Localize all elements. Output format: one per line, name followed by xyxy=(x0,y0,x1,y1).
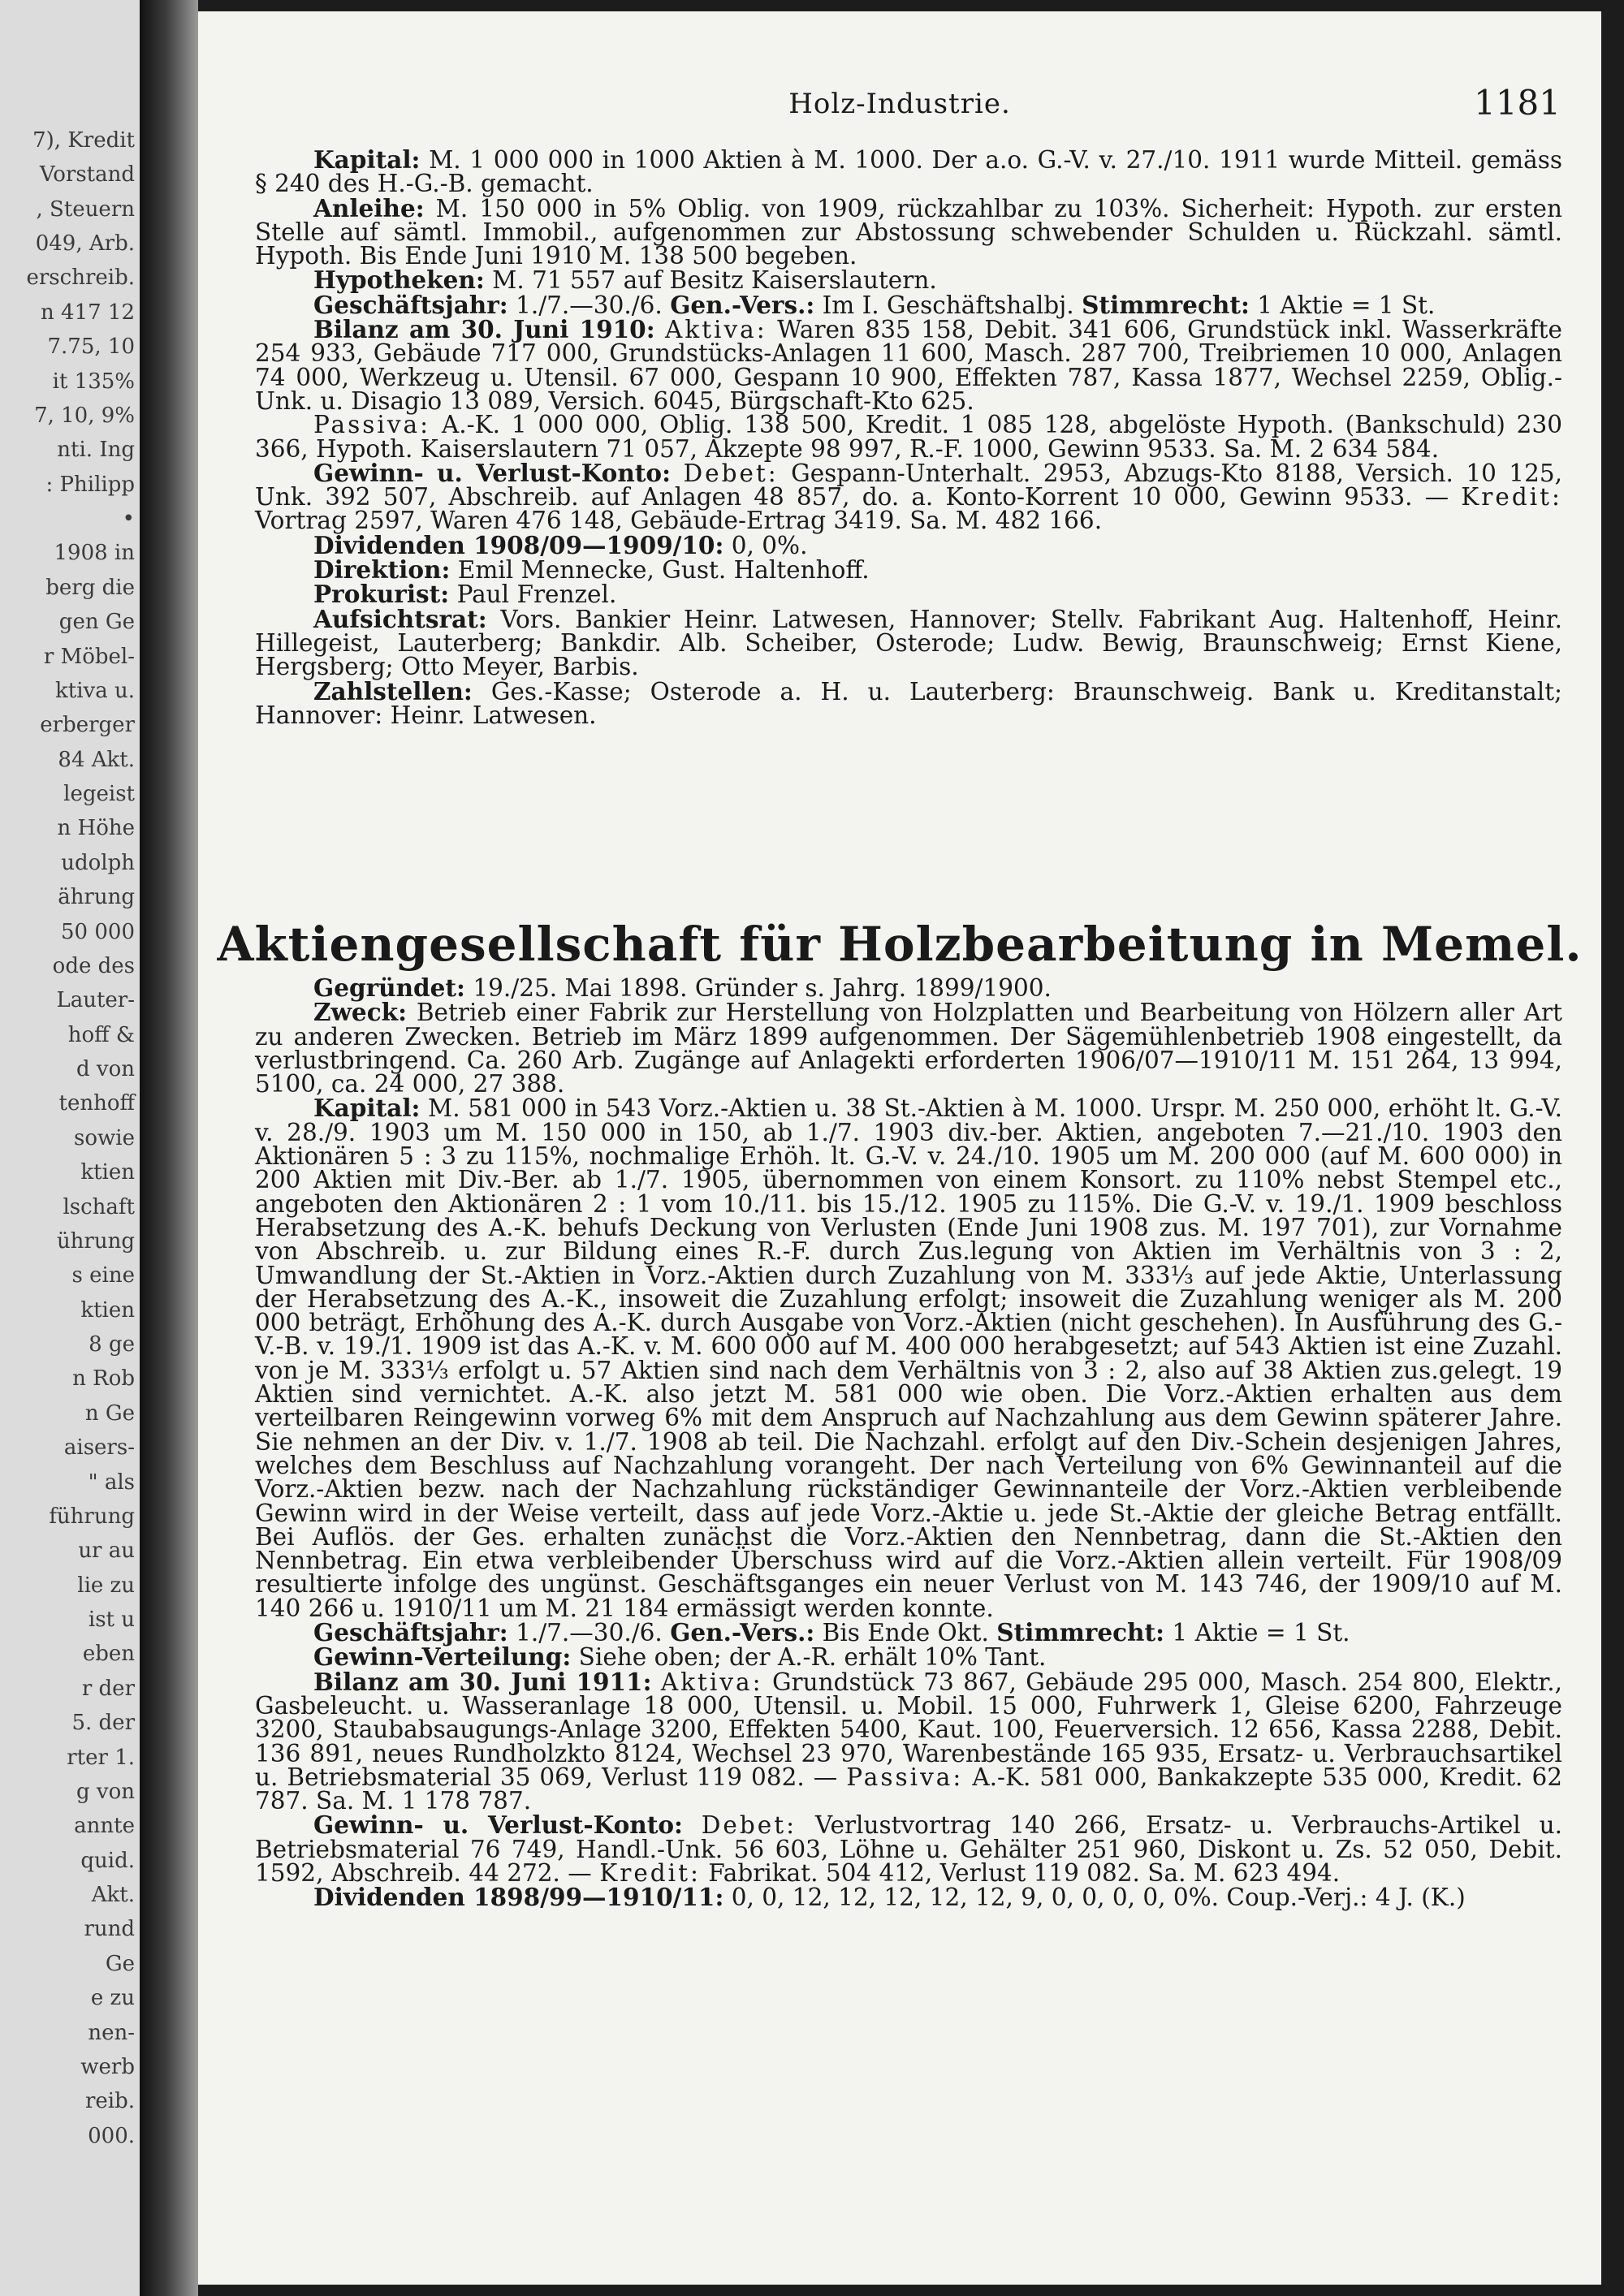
left-page-fragment: ktien xyxy=(80,1160,135,1185)
left-page-fragment: eben xyxy=(82,1642,135,1666)
passiva-text: A.-K. 581 000, Bankakzepte 535 000, Kredit. 62 787. Sa. M. 1 178 787. xyxy=(255,1763,1562,1815)
left-page-fragment: g von xyxy=(76,1780,135,1804)
zahlstellen-label: Zahlstellen: xyxy=(313,676,473,706)
gj-label: Geschäftsjahr: xyxy=(313,290,508,319)
left-page-fragment: ührung xyxy=(56,1229,135,1254)
left-page-fragment: n Ge xyxy=(84,1401,135,1426)
left-page-fragment: udolph xyxy=(61,851,135,875)
company-entry xyxy=(255,973,1562,1912)
left-page-fragment: ktien xyxy=(80,1298,135,1323)
gegruendet-text: 19./25. Mai 1898. Gründer s. Jahrg. 1899/1900. xyxy=(473,974,1052,1002)
prokurist-label: Prokurist: xyxy=(313,580,450,609)
left-page-fragment: ährung xyxy=(58,885,135,909)
left-page-fragment: tenhoff xyxy=(58,1091,135,1116)
zweck-label: Zweck: xyxy=(313,998,407,1027)
left-page-fragment: 7), Kredit xyxy=(32,128,135,153)
kredit-label: Kredit: xyxy=(1461,483,1562,511)
left-page-fragment: hoff & xyxy=(67,1023,135,1047)
bilanz-label: Bilanz am 30. Juni 1910: xyxy=(313,315,655,344)
left-page-fragment: gen Ge xyxy=(58,610,135,634)
hypotheken-paragraph xyxy=(255,265,1562,295)
debet-label: Debet: xyxy=(701,1811,797,1840)
gv-text: Bis Ende Okt. xyxy=(822,1619,989,1647)
left-page-fragment: 1908 in xyxy=(54,541,135,565)
left-page-fragment: aisers- xyxy=(63,1435,135,1460)
left-page-fragment: : Philipp xyxy=(45,473,135,497)
left-page-fragment: rter 1. xyxy=(67,1746,135,1770)
left-page-fragment: n 417 12 xyxy=(41,300,135,325)
debet-text: Verlustvortrag 140 266, Ersatz- u. Verbrauchs-Artikel u. Betriebsmaterial 76 749, Handl.-Unk. 56 603, Löhne u. Gehälter 251 960, Diskont u. Zs. 52 050, Debit. 1592, Abschreib. 44 272. — xyxy=(255,1811,1562,1887)
kapital-label: Kapital: xyxy=(313,145,421,174)
company-entry-continued xyxy=(255,145,1562,729)
aktiva-text: Waren 835 158, Debit. 341 606, Grundstück inkl. Wasserkräfte 254 933, Gebäude 717 000, Grundstücks-Anlagen 11 600, Masch. 287 700, Treibriemen 10 000, Anlagen 74 000, Werkzeug u. Utensil. 67 000, Gespann 10 900, Effekten 787, Kassa 1877, Wechsel 2259, Oblig.-Unk. u. Disagio 13 089, Versich. 6045, Bürgschaft-Kto 625. xyxy=(255,316,1562,415)
gj-label: Geschäftsjahr: xyxy=(313,1618,508,1647)
left-page-fragment: 8 ge xyxy=(89,1332,135,1357)
dividenden-paragraph xyxy=(255,1885,1562,1910)
direktion-text: Emil Mennecke, Gust. Haltenhoff. xyxy=(457,556,870,585)
guv-label: Gewinn- u. Verlust-Konto: xyxy=(313,458,672,487)
left-page-fragment: lschaft xyxy=(63,1195,135,1219)
kredit-label: Kredit: xyxy=(599,1858,701,1887)
left-page-fragment: Ge xyxy=(105,1952,135,1976)
bilanz-paragraph xyxy=(255,317,1562,413)
gj-text: 1./7.—30./6. xyxy=(516,291,663,319)
running-title: Holz-Industrie. xyxy=(788,88,1011,120)
left-page-fragment: Akt. xyxy=(91,1883,135,1907)
gv-text: Im I. Geschäftshalbj. xyxy=(822,291,1074,319)
prokurist-paragraph xyxy=(255,580,1562,609)
guv-label: Gewinn- u. Verlust-Konto: xyxy=(313,1810,683,1840)
bilanz-paragraph xyxy=(255,1667,1562,1815)
kapital-text: M. 581 000 in 543 Vorz.-Aktien u. 38 St.-Aktien à M. 1000. Urspr. M. 250 000, erhöht lt. G.-V. v. 28./9. 1903 um M. 150 000 in 150, ab 1./7. 1903 div.-ber. Aktien, angeboten 7.—21./10. 1903 den Aktionären 5 : 3 zu 115%, nochmalige Erhöh. lt. G.-V. v. 24./10. 1905 um M. 200 000 (auf M. 600 000) in 200 Aktien mit Div.-Ber. ab 1./7. 1905, übernommen von einem Konsort. zu 110% nebst Stempel etc., angeboten den Aktionären 2 : 1 vom 10./11. bis 15./12. 1905 zu 115%. Die G.-V. v. 19./1. 1909 beschloss Herabsetzung des A.-K. behufs Deckung von Verlusten (Ende Juni 1908 zus. M. 197 701), zur Vornahme von Abschreib. u. zur Bildung eines R.-F. durch Zus.legung von Aktien im Verhältnis von 3 : 2, Umwandlung der St.-Aktien in Vorz.-Aktien durch Zuzahlung von M. 333⅓ auf jede Aktie, Unterlassung der Herabsetzung des A.-K., insoweit die Zuzahlung erfolgt; insoweit die Zuzahlung weniger als M. 200 000 beträgt, Erhöhung des A.-K. durch Ausgabe von Vorz.-Aktien (nicht geschehen). In Ausführung des G.-V.-B. v. 19./1. 1909 ist das A.-K. v. M. 600 000 auf M. 400 000 herabgesetzt; auf 543 Aktien ist eine Zuzahl. von je M. 333⅓ erfolgt u. 57 Aktien sind nach dem Verhältnis von 3 : 2, also auf 38 Aktien zus.gelegt. 19 Aktien sind vernichtet. A.-K. also jetzt M. 581 000 wie oben. Die Vorz.-Aktien erhalten aus dem verteilbaren Reingewinn vorweg 6% mit dem Anspruch auf Nachzahlung aus dem Gewinn späterer Jahre. Sie nehmen an der Div. v. 1./7. 1908 ab teil. Die Nachzahl. erfolgt auf den Div.-Schein desjenigen Jahres, welches dem Beschluss auf Nachzahlung vorangeht. Der nach Verteilung von 6% Gewinnanteil auf die Vorz.-Aktien bezw. nach der Nachzahlung rückständiger Gewinnanteile der Vorz.-Aktien verbleibende Gewinn wird in der Weise verteilt, dass auf jede Vorz.-Aktie u. jede St.-Aktie der gleiche Betrag entfällt. Bei Auflös. der Ges. erhalten zunächst die Vorz.-Aktien den Nennbetrag, dann die St.-Aktien den Nennbetrag. Ein etwa verbleibender Überschuss wird auf die Vorz.-Aktien allein verteilt. Für 1908/09 resultierte infolge des ungünst. Geschäftsganges ein neuer Verlust von M. 143 746, der 1909/10 auf M. 140 266 u. 1910/11 um M. 21 184 ermässigt werden konnte. xyxy=(255,1094,1562,1622)
left-page-fragment: d von xyxy=(76,1057,135,1081)
left-page-fragment: ode des xyxy=(52,954,135,978)
left-page-fragment: werb xyxy=(80,2055,135,2079)
left-page-fragment: ist u xyxy=(88,1608,135,1632)
aktiva-label: Aktiva: xyxy=(665,316,767,344)
left-page-fragment: lie zu xyxy=(77,1573,135,1598)
zweck-paragraph xyxy=(255,1000,1562,1096)
zweck-text: Betrieb einer Fabrik zur Herstellung von Holzplatten und Bearbeitung von Hölzern aller Art zu anderen Zwecken. Betrieb im März 1899 aufgenommen. Der Sägemühlenbetrieb 1908 eingestellt, da verlustbringend. Ca. 260 Arb. Zugänge auf Anlagekti erforderten 1906/07—1910/11 M. 151 264, 13 994, 5100, ca. 24 000, 27 388. xyxy=(255,999,1562,1098)
left-page-fragment: ur au xyxy=(78,1539,135,1563)
gj-text: 1./7.—30./6. xyxy=(516,1619,663,1647)
guv-paragraph xyxy=(255,1810,1562,1887)
hypotheken-label: Hypotheken: xyxy=(313,265,485,295)
geschaeftsjahr-paragraph xyxy=(255,290,1562,319)
dividenden-label: Dividenden 1898/99—1910/11: xyxy=(313,1883,724,1912)
zahlstellen-paragraph xyxy=(255,676,1562,729)
left-page-fragment: 5. der xyxy=(71,1711,135,1735)
stimmrecht-text: 1 Aktie = 1 St. xyxy=(1257,291,1436,319)
kapital-text: M. 1 000 000 in 1000 Aktien à M. 1000. Der a.o. G.-V. v. 27./10. 1911 wurde Mitteil. gemäss § 240 des H.-G.-B. gemacht. xyxy=(255,146,1562,198)
passiva-label: Passiva: xyxy=(313,411,431,439)
zahlstellen-text: Ges.-Kasse; Osterode a. H. u. Lauterberg: Braunschweig. Bank u. Kreditanstalt; Hannover: Heinr. Latwesen. xyxy=(255,677,1562,729)
left-page-fragment: erschreib. xyxy=(26,265,135,290)
prokurist-text: Paul Frenzel. xyxy=(456,580,617,609)
stimmrecht-label: Stimmrecht: xyxy=(1082,290,1250,319)
left-page-fragment: annte xyxy=(74,1814,135,1838)
left-page-fragment: 50 000 xyxy=(61,920,135,944)
page-number: 1181 xyxy=(1474,83,1561,123)
aufsichtsrat-text: Vors. Bankier Heinr. Latwesen, Hannover; Stellv. Fabrikant Aug. Haltenhoff, Heinr. Hillegeist, Lauterberg; Bankdir. Alb. Scheiber, Osterode; Ludw. Bewig, Braunschweig; Ernst Kiene, Hergsberg; Otto Meyer, Barbis. xyxy=(255,605,1562,681)
left-page-fragment: sowie xyxy=(74,1126,135,1150)
gewinn-verteilung-paragraph xyxy=(255,1642,1562,1672)
left-page-fragment: " als xyxy=(88,1470,135,1495)
direktion-label: Direktion: xyxy=(313,555,451,585)
aufsichtsrat-label: Aufsichtsrat: xyxy=(313,604,487,633)
left-page-fragment: 7.75, 10 xyxy=(47,334,135,359)
left-page-fragment: Lauter- xyxy=(56,988,135,1012)
book-gutter xyxy=(140,0,198,2296)
left-page-fragment: legeist xyxy=(63,782,135,806)
aktiva-label: Aktiva: xyxy=(660,1668,763,1696)
dividenden-text: 0, 0, 12, 12, 12, 12, 12, 9, 0, 0, 0, 0, 0%. Coup.-Verj.: 4 J. (K.) xyxy=(731,1884,1466,1912)
left-page-fragment: 049, Arb. xyxy=(35,231,135,256)
kapital-paragraph xyxy=(255,145,1562,198)
left-page-fragment: • xyxy=(122,507,135,531)
direktion-paragraph xyxy=(255,555,1562,585)
left-page-fragment: it 135% xyxy=(52,369,135,394)
kredit-text: Vortrag 2597, Waren 476 148, Gebäude-Ertrag 3419. Sa. M. 482 166. xyxy=(255,507,1103,535)
stimmrecht-text: 1 Aktie = 1 St. xyxy=(1172,1619,1350,1647)
gegruendet-label: Gegründet: xyxy=(313,973,465,1002)
page-header xyxy=(198,83,1601,123)
left-page-fragment: ktiva u. xyxy=(55,679,135,703)
debet-label: Debet: xyxy=(683,459,779,487)
bilanz-label: Bilanz am 30. Juni 1911: xyxy=(313,1667,652,1696)
dividenden-label: Dividenden 1908/09—1909/10: xyxy=(313,530,724,559)
kapital-paragraph xyxy=(255,1096,1562,1621)
dividenden-paragraph xyxy=(255,530,1562,559)
left-page-fragment: rund xyxy=(84,1917,135,1941)
left-page-fragment: n Höhe xyxy=(57,816,135,840)
passiva-text: A.-K. 1 000 000, Oblig. 138 500, Kredit. 1 085 128, abgelöste Hypoth. (Bankschuld) 230 366, Hypoth. Kaiserslautern 71 057, Akzepte 98 997, R.-F. 1000, Gewinn 9533. Sa. M. 2 634 584. xyxy=(255,411,1562,463)
aktiva-text: Grundstück 73 867, Gebäude 295 000, Masch. 254 800, Elektr., Gasbeleucht. u. Wasseranlage 18 000, Utensil. u. Mobil. 15 000, Fuhrwerk 1, Gleise 6200, Fahrzeuge 3200, Staubabsaugungs-Anlage 3200, Effekten 5400, Kaut. 100, Feuerversich. 12 656, Kassa 2288, Debit. 136 891, neues Rundholzkto 8124, Wechsel 23 970, Warenbestände 165 935, Ersatz- u. Verbrauchsartikel u. Betriebsmaterial 35 069, Verlust 119 082. — xyxy=(255,1668,1562,1791)
left-page-fragment: n Rob xyxy=(72,1366,135,1391)
gegruendet-paragraph xyxy=(255,973,1562,1002)
passiva-label: Passiva: xyxy=(846,1763,964,1791)
previous-page-margin xyxy=(0,0,140,2296)
left-page-fragment: 84 Akt. xyxy=(58,748,135,772)
geschaeftsjahr-paragraph xyxy=(255,1618,1562,1647)
left-page-fragment: quid. xyxy=(80,1849,135,1873)
left-page-fragment: 000. xyxy=(88,2124,135,2148)
document-page xyxy=(198,11,1601,2285)
gewinn-verteilung-text: Siehe oben; der A.-R. erhält 10% Tant. xyxy=(578,1643,1047,1672)
debet-text: Gespann-Unterhalt. 2953, Abzugs-Kto 8188, Versich. 10 125, Unk. 392 507, Abschreib. auf Anlagen 48 857, do. a. Konto-Korrent 10 000, Gewinn 9533. — xyxy=(255,459,1562,511)
gv-label: Gen.-Vers.: xyxy=(670,1618,815,1647)
left-page-fragment: reib. xyxy=(84,2089,135,2113)
dividenden-text: 0, 0%. xyxy=(731,531,808,559)
guv-paragraph xyxy=(255,458,1562,535)
stimmrecht-label: Stimmrecht: xyxy=(996,1618,1165,1647)
kapital-label: Kapital: xyxy=(313,1094,421,1123)
left-page-fragment: 7, 10, 9% xyxy=(34,404,135,428)
left-page-fragment: Vorstand xyxy=(39,162,135,187)
hypotheken-text: M. 71 557 auf Besitz Kaiserslautern. xyxy=(492,266,937,295)
anleihe-paragraph xyxy=(255,193,1562,270)
aufsichtsrat-paragraph xyxy=(255,604,1562,681)
left-page-fragment: , Steuern xyxy=(36,197,135,222)
kredit-text: Fabrikat. 504 412, Verlust 119 082. Sa. M. 623 494. xyxy=(708,1858,1341,1887)
left-page-fragment: s eine xyxy=(71,1263,135,1288)
left-page-fragment: r der xyxy=(81,1677,135,1701)
left-page-fragment: führung xyxy=(49,1504,135,1529)
gv-label: Gen.-Vers.: xyxy=(670,290,815,319)
left-page-fragment: erberger xyxy=(40,713,135,737)
passiva-paragraph xyxy=(255,413,1562,461)
left-page-fragment: nen- xyxy=(88,2021,135,2045)
left-page-fragment: berg die xyxy=(45,576,135,600)
left-page-fragment: nti. Ing xyxy=(57,438,135,462)
company-title: Aktiengesellschaft für Holzbearbeitung in Memel. xyxy=(217,917,1583,972)
gewinn-verteilung-label: Gewinn-Verteilung: xyxy=(313,1642,572,1672)
left-page-fragment: r Möbel- xyxy=(43,645,135,669)
anleihe-label: Anleihe: xyxy=(313,193,425,222)
anleihe-text: M. 150 000 in 5% Oblig. von 1909, rückzahlbar zu 103%. Sicherheit: Hypoth. zur ersten Stelle auf sämtl. Immobil., aufgenommen zur Abstossung schwebender Schulden u. Rückzahl. sämtl. Hypoth. Bis Ende Juni 1910 M. 138 500 begeben. xyxy=(255,194,1562,270)
left-page-fragment: e zu xyxy=(90,1986,135,2010)
